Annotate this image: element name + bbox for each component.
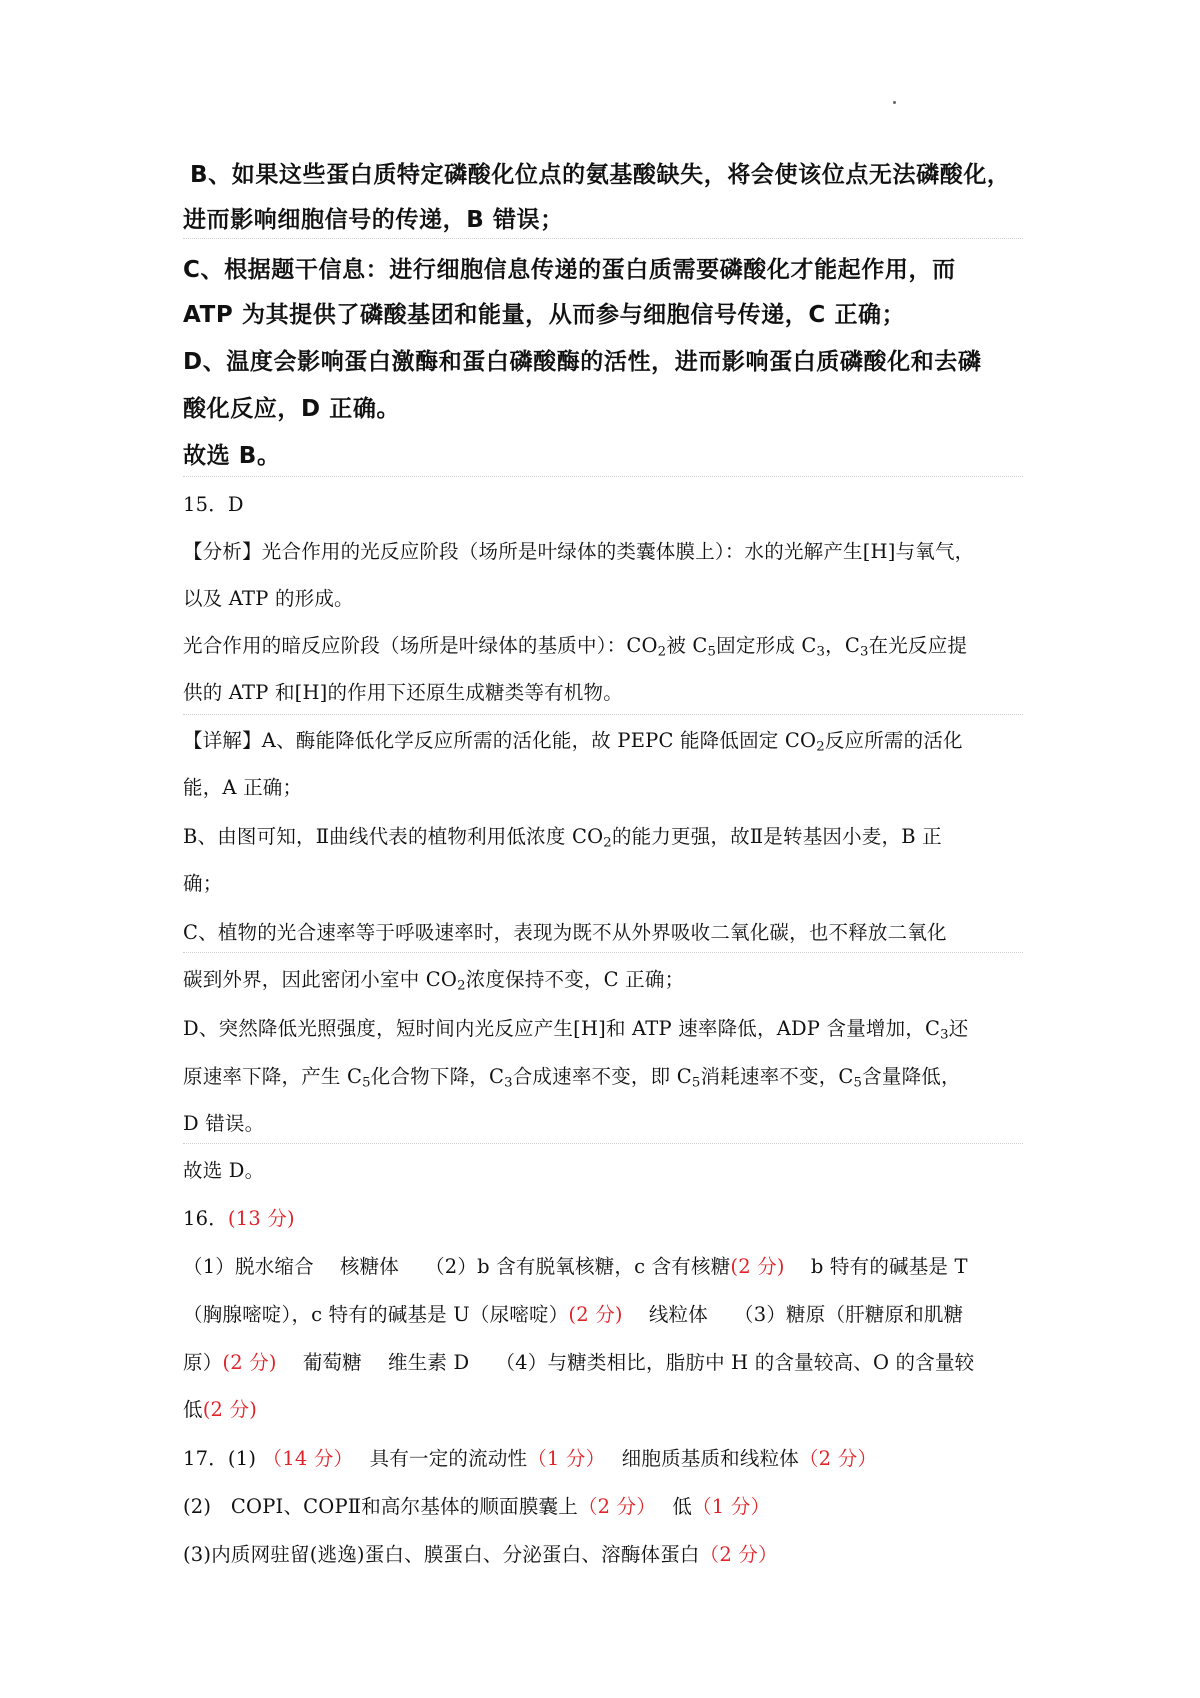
divider bbox=[183, 238, 1023, 239]
q14-answer: 故选 B。 bbox=[183, 443, 281, 469]
q14-option-c-line2: ATP 为其提供了磷酸基团和能量，从而参与细胞信号传递，C 正确； bbox=[183, 302, 906, 328]
q17-line3: (3)内质网驻留(逃逸)蛋白、膜蛋白、分泌蛋白、溶酶体蛋白（2 分） bbox=[183, 1543, 778, 1566]
q14-option-d-line1: D、温度会影响蛋白激酶和蛋白磷酸酶的活性，进而影响蛋白质磷酸化和去磷 bbox=[183, 349, 982, 375]
q15-detail-d-line1: D、突然降低光照强度，短时间内光反应产生[H]和 ATP 速率降低，ADP 含量增加，$C_3$还 bbox=[183, 1017, 969, 1043]
q15-detail-c-line2: 碳到外界，因此密闭小室中 $CO_2$浓度保持不变，C 正确； bbox=[183, 968, 685, 994]
q15-number: 15．D bbox=[183, 493, 244, 516]
q16-number: 16． bbox=[183, 1207, 228, 1230]
q16-score: (13 分) bbox=[227, 1207, 295, 1230]
q17-line2: (2) COPⅠ、COPⅡ和高尔基体的顺面膜囊上（2 分） 低（1 分） bbox=[183, 1495, 771, 1518]
divider bbox=[183, 952, 1023, 953]
divider bbox=[183, 476, 1023, 477]
q15-analysis-line3: 光合作用的暗反应阶段（场所是叶绿体的基质中）：$CO_2$被 $C_5$固定形成 $C_3$，$C_3$在光反应提 bbox=[183, 634, 968, 660]
q16-line2: （胸腺嘧啶），c 特有的碱基是 U（尿嘧啶）(2 分) 线粒体 （3）糖原（肝糖原和肌糖 bbox=[183, 1303, 964, 1326]
q15-analysis-line1: 【分析】光合作用的光反应阶段（场所是叶绿体的类囊体膜上）：水的光解产生[H]与氧气， bbox=[183, 540, 975, 563]
q16-line4: 低(2 分) bbox=[183, 1398, 258, 1421]
q15-detail-b-line1: B、由图可知，Ⅱ曲线代表的植物利用低浓度 $CO_2$的能力更强，故Ⅱ是转基因小麦，B 正 bbox=[183, 825, 942, 851]
q15-detail-b-line2: 确； bbox=[183, 872, 223, 895]
q15-analysis-line4: 供的 ATP 和[H]的作用下还原生成糖类等有机物。 bbox=[183, 681, 623, 704]
q15-analysis-line2: 以及 ATP 的形成。 bbox=[183, 587, 354, 610]
q14-option-b-line1: B、如果这些蛋白质特定磷酸化位点的氨基酸缺失，将会使该位点无法磷酸化， bbox=[190, 162, 1011, 188]
divider bbox=[183, 1143, 1023, 1144]
scan-speck bbox=[893, 101, 896, 104]
q15-answer: 故选 D。 bbox=[183, 1159, 265, 1182]
q15-detail-a-line2: 能，A 正确； bbox=[183, 776, 303, 799]
q16-heading bbox=[183, 1203, 295, 1231]
q16-line3: 原）(2 分) 葡萄糖 维生素 D （4）与糖类相比，脂肪中 H 的含量较高、O 的含量较 bbox=[183, 1351, 975, 1374]
q14-option-b-line2: 进而影响细胞信号的传递，B 错误； bbox=[183, 207, 564, 233]
q15-detail-d-line3: D 错误。 bbox=[183, 1112, 265, 1135]
q15-detail-c-line1: C、植物的光合速率等于呼吸速率时，表现为既不从外界吸收二氧化碳，也不释放二氧化 bbox=[183, 921, 947, 944]
q15-detail-a-line1: 【详解】A、酶能降低化学反应所需的活化能，故 PEPC 能降低固定 $CO_2$反应所需的活化 bbox=[183, 729, 963, 755]
q14-option-c-line1: C、根据题干信息：进行细胞信息传递的蛋白质需要磷酸化才能起作用，而 bbox=[183, 257, 956, 283]
q15-detail-d-line2: 原速率下降，产生 $C_5$化合物下降，$C_3$合成速率不变，即 $C_5$消耗速率不变，$C_5$含量降低， bbox=[183, 1065, 961, 1091]
q16-line1: （1）脱水缩合 核糖体 （2）b 含有脱氧核糖，c 含有核糖(2 分) b 特有的碱基是 T bbox=[183, 1255, 968, 1278]
q14-option-d-line2: 酸化反应，D 正确。 bbox=[183, 396, 401, 422]
q17-line1: 17．(1) （14 分） 具有一定的流动性（1 分） 细胞质基质和线粒体（2 分） bbox=[183, 1447, 878, 1470]
divider bbox=[183, 714, 1023, 715]
